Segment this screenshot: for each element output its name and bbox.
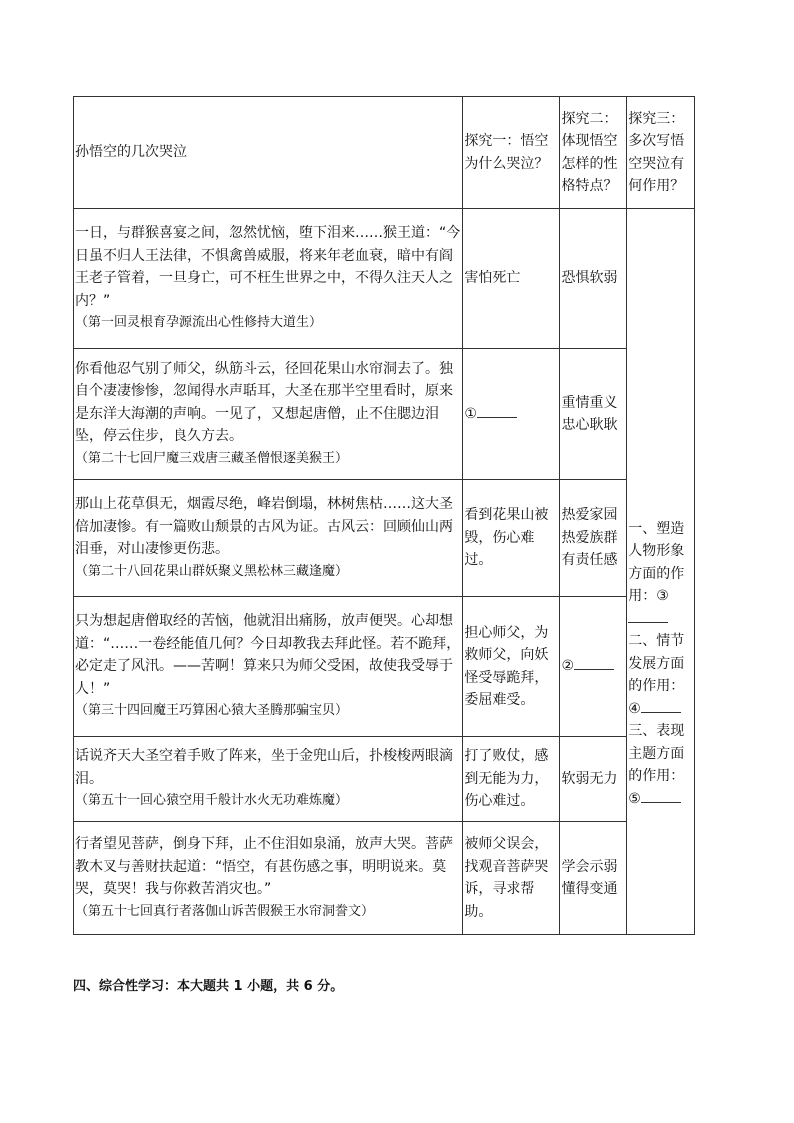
passage-cell (74, 737, 463, 822)
trait-cell: 软弱无力 (560, 737, 627, 822)
trait-cell: 学会示弱懂得变通 (560, 822, 627, 935)
answer-blank-3[interactable] (628, 608, 668, 623)
passage-source: （第二十八回花果山群妖聚义黑松林三藏逢魔） (75, 563, 349, 579)
reason-cell: ① (463, 349, 560, 480)
passage-source: （第二十七回尸魔三戏唐三藏圣僧恨逐美猴王） (75, 450, 349, 466)
effect-part-3: 三、表现主题方面的作用：⑤ (628, 723, 685, 807)
trait-cell: 恐惧软弱 (560, 209, 627, 349)
section-4-heading: 四、综合性学习：本大题共 1 小题，共 6 分。 (73, 979, 344, 994)
passage-source: （第一回灵根育孕源流出心性修持大道生） (75, 315, 323, 331)
table-row (74, 597, 695, 737)
passage-cell (74, 597, 463, 737)
passage-text: 话说齐天大圣空着手败了阵来，坐于金兜山后，扑梭梭两眼滴泪。 (75, 748, 453, 787)
table-row (74, 349, 695, 480)
passage-source: （第五十七回真行者落伽山诉苦假猴王水帘洞誊文） (75, 903, 375, 919)
trait-cell: ② (560, 597, 627, 737)
effects-cell (627, 209, 695, 935)
passage-cell (74, 349, 463, 480)
analysis-table (73, 96, 695, 935)
table-row (74, 737, 695, 822)
answer-blank-2[interactable] (574, 655, 614, 670)
table-row (74, 822, 695, 935)
reason-cell: 害怕死亡 (463, 209, 560, 349)
passage-source: （第五十一回心猿空用千般计水火无功难炼魔） (75, 793, 349, 809)
effect-part-1: 一、塑造人物形象方面的作用：③ (628, 518, 693, 631)
passage-text: 一日，与群猴喜宴之间，忽然忧恼，堕下泪来……猴王道：“今日虽不归人王法律，不惧禽兽威服，将来年老血衰，暗中有阎王老子管着，一旦身亡，可不枉生世界之中，不得久注天人之内？” (75, 225, 461, 309)
passage-cell (74, 822, 463, 935)
answer-blank-4[interactable] (641, 698, 681, 713)
passage-text: 你看他忍气别了师父，纵筋斗云，径回花果山水帘洞去了。独自个凄凄惨惨，忽闻得水声聒耳，大圣在那半空里看时，原来是东洋大海潮的声响。一见了，又想起唐僧，止不住腮边泪坠，停云住步，良久方去。 (75, 360, 453, 445)
trait-cell: 重情重义忠心耿耿 (560, 349, 627, 480)
reason-cell: 担心师父，为救师父，向妖怪受辱跪拜，委屈难受。 (463, 597, 560, 737)
passage-cell (74, 480, 463, 597)
passage-source: （第三十四回魔王巧算困心猿大圣腾那骗宝贝） (75, 703, 349, 719)
reason-cell: 被师父误会，找观音菩萨哭诉，寻求帮助。 (463, 822, 560, 935)
reason-cell: 看到花果山被毁，伤心难过。 (463, 480, 560, 597)
reason-cell: 打了败仗，感到无能为力，伤心难过。 (463, 737, 560, 822)
header-question-2: 探究二：体现悟空怎样的性格特点？ (560, 97, 627, 209)
passage-text: 行者望见菩萨，倒身下拜，止不住泪如泉涌，放声大哭。菩萨教木叉与善财扶起道：“悟空，有甚伤感之事，明明说来。莫哭，莫哭！我与你救苦消灾也。” (75, 836, 453, 897)
table-row (74, 480, 695, 597)
header-question-1: 探究一：悟空为什么哭泣？ (463, 97, 560, 209)
passage-text: 那山上花草俱无，烟霞尽绝，峰岩倒塌，林树焦枯……这大圣倍加凄惨。有一篇败山颓景的古风为证。古风云：回顾仙山两泪垂，对山凄惨更伤悲。 (75, 496, 453, 557)
trait-cell: 热爱家园热爱族群有责任感 (560, 480, 627, 597)
table-row (74, 209, 695, 349)
answer-blank-5[interactable] (641, 788, 681, 803)
answer-blank-1[interactable] (477, 403, 517, 418)
table-header-row (74, 97, 695, 209)
header-passage: 孙悟空的几次哭泣 (74, 97, 463, 209)
header-question-3: 探究三：多次写悟空哭泣有何作用？ (627, 97, 695, 209)
passage-text: 只为想起唐僧取经的苦恼，他就泪出痛肠，放声便哭。心却想道：“……一卷经能值几何？今日却教我去拜此怪。若不跪拜，必定走了风汛。——苦啊！算来只为师父受困，故使我受辱于人！” (75, 613, 461, 697)
passage-cell (74, 209, 463, 349)
effect-part-2: 二、情节发展方面的作用：④ (628, 633, 685, 717)
